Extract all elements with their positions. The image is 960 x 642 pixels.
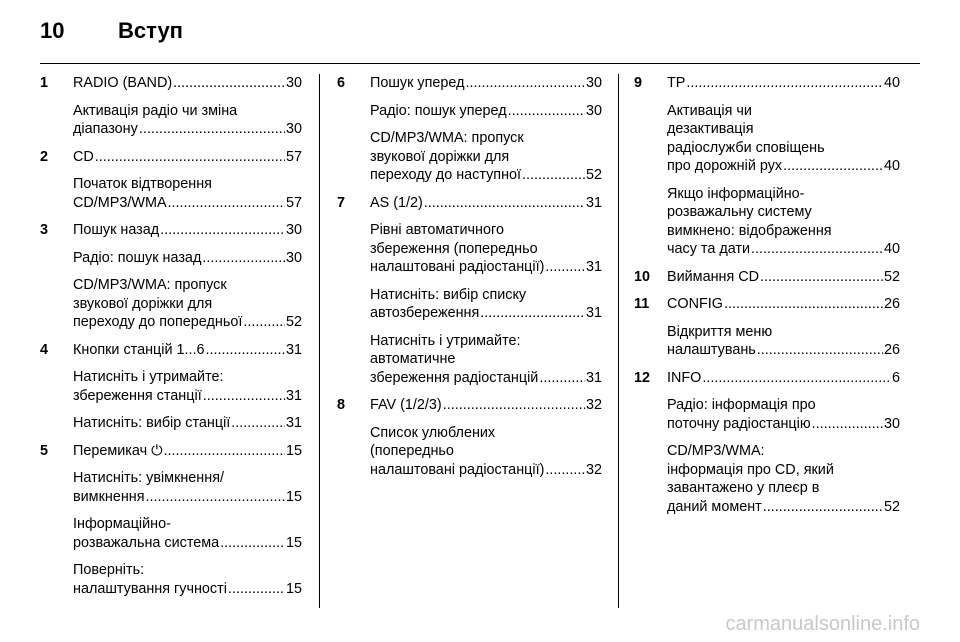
toc-item — [667, 442, 900, 516]
toc-item — [370, 286, 602, 323]
toc-item-text: автоматичне — [370, 351, 456, 367]
dot-leader — [724, 295, 883, 314]
toc-item-text: Перемикач ⏻ — [73, 442, 163, 459]
toc-entry — [337, 194, 602, 388]
toc-item — [73, 515, 302, 552]
page-ref: 15 — [285, 534, 302, 551]
toc-item — [667, 185, 900, 259]
page-ref: 30 — [285, 75, 302, 91]
toc-item-row — [73, 120, 302, 139]
page-ref: 40 — [883, 241, 900, 257]
toc-item — [370, 424, 602, 480]
dot-leader — [203, 387, 285, 406]
dot-leader — [545, 461, 585, 480]
toc-item-text: поточну радіостанцію — [667, 415, 811, 432]
toc-item — [73, 175, 302, 212]
toc-item-text: Радіо: пошук уперед — [370, 102, 507, 119]
toc-item-text: переходу до наступної — [370, 167, 522, 183]
toc-item-row — [73, 341, 302, 360]
toc-item-row — [370, 74, 602, 93]
column-divider — [618, 74, 619, 608]
toc-item — [667, 295, 900, 314]
toc-item-row — [73, 580, 302, 599]
toc-entry — [634, 295, 900, 360]
dot-leader — [702, 369, 891, 388]
toc-item-row — [667, 240, 900, 259]
toc-item-row — [667, 341, 900, 360]
toc-entry — [40, 442, 302, 599]
toc-item — [667, 268, 900, 287]
dot-leader — [763, 498, 883, 517]
toc-item-text: Натисніть і утримайте: — [370, 332, 521, 349]
page-ref: 31 — [585, 259, 602, 275]
entry-number: 9 — [634, 75, 643, 91]
toc-item — [73, 102, 302, 139]
toc-item — [73, 341, 302, 360]
toc-item — [73, 221, 302, 240]
header-rule — [40, 63, 920, 64]
toc-item-row — [370, 304, 602, 323]
toc-item — [370, 332, 602, 388]
toc-item-text: дезактивація — [667, 121, 754, 137]
toc-item-row — [73, 488, 302, 507]
toc-item-text: збереження радіостанцій — [370, 369, 539, 386]
toc-column-2 — [337, 74, 602, 488]
toc-item-text: звукової доріжки для — [73, 295, 213, 312]
entry-number: 3 — [40, 222, 49, 238]
toc-item-text: Інформаційно- — [73, 516, 171, 532]
dot-leader — [139, 120, 285, 139]
toc-item-text: розважальну систему — [667, 204, 812, 220]
entry-number: 10 — [634, 268, 651, 285]
watermark: carmanualsonline.info — [725, 613, 920, 635]
toc-entry — [337, 74, 602, 185]
page-ref: 40 — [883, 158, 900, 174]
toc-item-row — [73, 74, 302, 93]
toc-item-text: CD/MP3/WMA: пропуск — [73, 277, 227, 293]
toc-item-text: CD — [73, 148, 94, 165]
toc-item-row — [73, 221, 302, 240]
dot-leader — [163, 442, 285, 461]
toc-item-text: Пошук назад — [73, 222, 160, 238]
toc-item-row — [370, 396, 602, 415]
toc-item-text: часу та дати — [667, 241, 751, 257]
toc-item-row — [667, 74, 900, 93]
page-ref: 40 — [883, 75, 900, 91]
toc-item-row — [667, 157, 900, 176]
toc-entry — [40, 148, 302, 213]
toc-item-text: Натисніть: вибір станції — [73, 415, 231, 431]
toc-item-text: Натисніть: вибір списку — [370, 286, 527, 303]
toc-item-row — [667, 268, 900, 287]
toc-item-text: Початок відтворення — [73, 176, 212, 192]
page-ref: 32 — [585, 461, 602, 478]
page-ref: 30 — [883, 415, 900, 432]
toc-item-row — [370, 258, 602, 277]
dot-leader — [95, 148, 285, 167]
page-ref: 31 — [585, 305, 602, 321]
page-ref: 32 — [585, 397, 602, 413]
page-ref: 57 — [285, 148, 302, 165]
toc-item — [73, 414, 302, 433]
toc-item-row — [73, 442, 302, 461]
toc-item-row — [73, 414, 302, 433]
page-ref: 30 — [285, 222, 302, 238]
page-ref: 52 — [883, 268, 900, 285]
toc-item — [73, 249, 302, 268]
entry-number: 7 — [337, 194, 346, 211]
toc-item — [370, 396, 602, 415]
toc-item-text: про дорожній рух — [667, 158, 783, 174]
toc-item — [370, 74, 602, 93]
page-ref: 30 — [285, 121, 302, 137]
toc-entry — [634, 74, 900, 259]
toc-item-row — [370, 102, 602, 121]
toc-entry — [634, 268, 900, 287]
page-ref: 26 — [883, 296, 900, 312]
dot-leader — [424, 194, 585, 213]
toc-item-text: налаштування гучності — [73, 580, 227, 597]
entry-number: 11 — [634, 296, 650, 312]
toc-item-text: Виймання CD — [667, 268, 760, 285]
toc-entry — [40, 341, 302, 433]
toc-item-text: RADIO (BAND) — [73, 75, 173, 91]
toc-item-text: вимкнення — [73, 488, 145, 505]
toc-item-text: вимкнено: відображення — [667, 222, 832, 239]
entry-number: 6 — [337, 75, 346, 91]
toc-item-text: даний момент — [667, 498, 762, 515]
column-divider — [319, 74, 320, 608]
toc-item — [73, 561, 302, 598]
toc-item-text: діапазону — [73, 121, 138, 137]
toc-item-text: Список улюблених — [370, 424, 496, 441]
toc-entry — [40, 74, 302, 139]
page-ref: 30 — [285, 249, 302, 266]
dot-leader — [168, 194, 285, 213]
page-ref: 52 — [585, 167, 602, 183]
toc-item-text: CD/MP3/WMA: пропуск — [370, 130, 524, 146]
toc-item-row — [370, 461, 602, 480]
page-ref: 15 — [285, 488, 302, 505]
toc-item-row — [667, 295, 900, 314]
toc-item-row — [73, 249, 302, 268]
dot-leader — [202, 249, 285, 268]
toc-item-text: CONFIG — [667, 296, 723, 312]
toc-item-text: Поверніть: — [73, 562, 145, 578]
toc-item-row — [73, 534, 302, 553]
toc-item-row — [73, 148, 302, 167]
toc-item-text: Відкриття меню — [667, 323, 773, 340]
toc-item — [73, 276, 302, 332]
toc-entry — [40, 221, 302, 332]
dot-leader — [443, 396, 585, 415]
toc-item-row — [370, 369, 602, 388]
toc-item-text: Якщо інформаційно- — [667, 185, 805, 202]
toc-item-text: Пошук уперед — [370, 75, 465, 91]
toc-item — [73, 368, 302, 405]
toc-item-row — [73, 387, 302, 406]
page-number: 10 — [40, 18, 65, 43]
toc-item-text: Активація радіо чи зміна — [73, 102, 238, 119]
dot-leader — [465, 74, 585, 93]
toc-item — [73, 469, 302, 506]
entry-number: 2 — [40, 148, 49, 165]
dot-leader — [686, 74, 883, 93]
toc-item-row — [667, 415, 900, 434]
toc-item-row — [73, 313, 302, 332]
toc-item-text: Активація чи — [667, 102, 752, 119]
page-ref: 26 — [883, 342, 900, 358]
dot-leader — [220, 534, 285, 553]
page-ref: 31 — [285, 341, 302, 358]
toc-item — [667, 74, 900, 93]
dot-leader — [757, 341, 883, 360]
toc-item-text: автозбереження — [370, 305, 480, 321]
toc-item — [370, 102, 602, 121]
toc-item-text: TP — [667, 75, 686, 91]
dot-leader — [160, 221, 285, 240]
toc-item — [73, 442, 302, 461]
page-ref: 15 — [285, 442, 302, 459]
toc-item-text: CD/MP3/WMA — [73, 194, 167, 211]
page-ref: 31 — [585, 194, 602, 211]
entry-number: 12 — [634, 369, 651, 386]
toc-item-text: переходу до попередньої — [73, 314, 243, 330]
toc-column-3 — [634, 74, 900, 525]
toc-item — [370, 129, 602, 185]
toc-item — [73, 148, 302, 167]
page-ref: 57 — [285, 194, 302, 211]
toc-item-text: Натисніть і утримайте: — [73, 369, 224, 385]
toc-item-text: радіослужби сповіщень — [667, 139, 825, 156]
dot-leader — [545, 258, 585, 277]
toc-item-row — [370, 166, 602, 185]
toc-item-text: Радіо: пошук назад — [73, 249, 202, 266]
toc-item-row — [667, 498, 900, 517]
toc-item-row — [73, 194, 302, 213]
toc-item-text: розважальна система — [73, 534, 220, 551]
dot-leader — [480, 304, 585, 323]
entry-number: 8 — [337, 397, 346, 413]
toc-item — [73, 74, 302, 93]
toc-item-row — [370, 194, 602, 213]
entry-number: 5 — [40, 442, 49, 459]
dot-leader — [228, 580, 285, 599]
toc-item-text: налаштовані радіостанції) — [370, 259, 545, 275]
toc-item — [370, 194, 602, 213]
toc-item — [667, 396, 900, 433]
page-ref: 31 — [585, 369, 602, 386]
page-ref: 52 — [883, 498, 900, 515]
dot-leader — [206, 341, 285, 360]
toc-item-text: налаштувань — [667, 342, 756, 358]
dot-leader — [522, 166, 585, 185]
toc-item-text: CD/MP3/WMA: — [667, 443, 765, 459]
dot-leader — [243, 313, 285, 332]
toc-entry — [634, 369, 900, 517]
toc-item — [667, 369, 900, 388]
toc-item-text: збереження (попередньо — [370, 240, 538, 257]
page-title: Вступ — [118, 18, 183, 43]
dot-leader — [783, 157, 883, 176]
toc-item-text: Рівні автоматичного — [370, 222, 504, 238]
toc-item-text: Радіо: інформація про — [667, 397, 816, 413]
toc-entry — [337, 396, 602, 479]
dot-leader — [508, 102, 585, 121]
dot-leader — [231, 414, 285, 433]
entry-number: 4 — [40, 341, 49, 358]
toc-item — [667, 102, 900, 176]
toc-item-text: налаштовані радіостанції) — [370, 461, 545, 478]
dot-leader — [173, 74, 285, 93]
page-ref: 30 — [585, 75, 602, 91]
toc-item — [667, 323, 900, 360]
toc-item-text: AS (1/2) — [370, 194, 423, 211]
toc-item — [370, 221, 602, 277]
toc-item-text: Натисніть: увімкнення/ — [73, 470, 224, 486]
dot-leader — [760, 268, 883, 287]
toc-item-text: FAV (1/2/3) — [370, 397, 442, 413]
toc-item-text: INFO — [667, 369, 702, 386]
page-ref: 6 — [891, 369, 900, 386]
page-ref: 30 — [585, 102, 602, 119]
page-ref: 31 — [285, 387, 302, 404]
page-ref: 31 — [285, 415, 302, 431]
toc-item-text: завантажено у плеєр в — [667, 480, 820, 496]
page-ref: 15 — [285, 580, 302, 597]
dot-leader — [751, 240, 883, 259]
page-ref: 52 — [285, 314, 302, 330]
toc-item-text: інформація про CD, який — [667, 461, 834, 478]
dot-leader — [146, 488, 285, 507]
toc-item-text: звукової доріжки для — [370, 148, 510, 165]
dot-leader — [539, 369, 585, 388]
toc-item-text: Кнопки станцій 1...6 — [73, 341, 205, 358]
toc-item-row — [667, 369, 900, 388]
entry-number: 1 — [40, 75, 49, 91]
toc-column-1 — [40, 74, 302, 607]
toc-item-text: (попередньо — [370, 443, 454, 459]
dot-leader — [812, 415, 883, 434]
toc-item-text: збереження станції — [73, 387, 202, 404]
